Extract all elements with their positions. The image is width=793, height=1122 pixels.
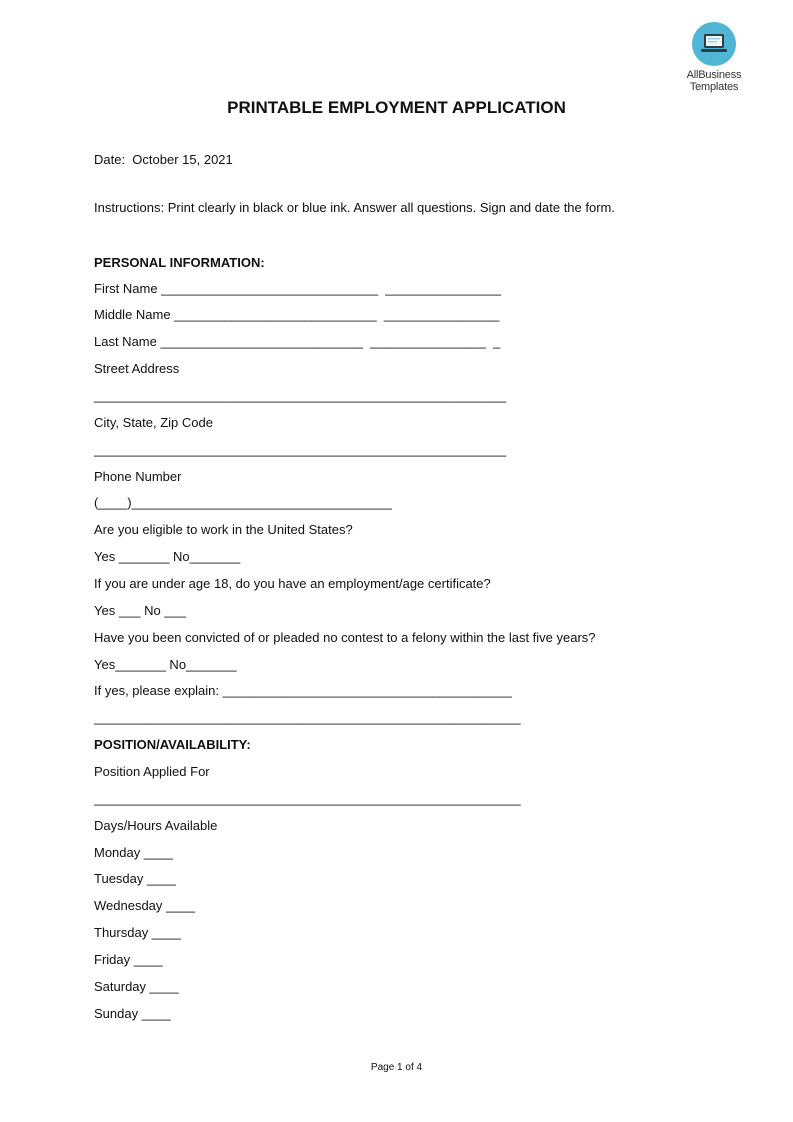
logo-text-line2: Templates xyxy=(689,81,739,93)
felony-answer: Yes_______ No_______ xyxy=(94,657,237,672)
age-certificate-answer: Yes ___ No ___ xyxy=(94,603,187,618)
city-state-zip-field: _________________________________________________________ xyxy=(94,442,507,457)
position-availability-heading: POSITION/AVAILABILITY: xyxy=(94,737,251,752)
street-address-field: _________________________________________________________ xyxy=(94,388,507,403)
felony-explanation-field: If yes, please explain: ________________________________________ xyxy=(94,683,512,698)
day-tuesday: Tuesday ____ xyxy=(94,871,176,886)
day-thursday: Thursday ____ xyxy=(94,925,181,940)
middle-name-field: Middle Name ____________________________ ________________ xyxy=(94,307,500,322)
felony-question: Have you been convicted of or pleaded no contest to a felony within the last five years? xyxy=(94,630,596,645)
last-name-field: Last Name ____________________________ ________________ _ xyxy=(94,334,501,349)
day-sunday: Sunday ____ xyxy=(94,1006,171,1021)
instructions: Instructions: Print clearly in black or blue ink. Answer all questions. Sign and date the form. xyxy=(94,200,615,215)
age-certificate-question: If you are under age 18, do you have an employment/age certificate? xyxy=(94,576,491,591)
laptop-icon xyxy=(692,22,736,66)
work-eligibility-question: Are you eligible to work in the United States? xyxy=(94,522,353,537)
page-number: Page 1 of 4 xyxy=(370,1062,423,1073)
document-title: PRINTABLE EMPLOYMENT APPLICATION xyxy=(227,98,566,117)
day-saturday: Saturday ____ xyxy=(94,979,179,994)
day-monday: Monday ____ xyxy=(94,845,173,860)
street-address-label: Street Address xyxy=(94,361,180,376)
city-state-zip-label: City, State, Zip Code xyxy=(94,415,213,430)
felony-explanation-line: ___________________________________________________________ xyxy=(94,710,521,725)
date-line: Date: October 15, 2021 xyxy=(94,152,233,167)
logo-text-line1: AllBusiness xyxy=(686,69,742,81)
position-applied-label: Position Applied For xyxy=(94,764,210,779)
personal-info-heading: PERSONAL INFORMATION: xyxy=(94,255,265,270)
phone-number-label: Phone Number xyxy=(94,469,182,484)
work-eligibility-answer: Yes _______ No_______ xyxy=(94,549,241,564)
first-name-field: First Name ______________________________ ________________ xyxy=(94,281,501,296)
phone-number-field: (____)____________________________________ xyxy=(94,495,392,510)
day-wednesday: Wednesday ____ xyxy=(94,898,195,913)
day-friday: Friday ____ xyxy=(94,952,163,967)
days-hours-label: Days/Hours Available xyxy=(94,818,218,833)
position-applied-field: ___________________________________________________________ xyxy=(94,791,521,806)
allbusiness-templates-logo xyxy=(678,22,750,93)
